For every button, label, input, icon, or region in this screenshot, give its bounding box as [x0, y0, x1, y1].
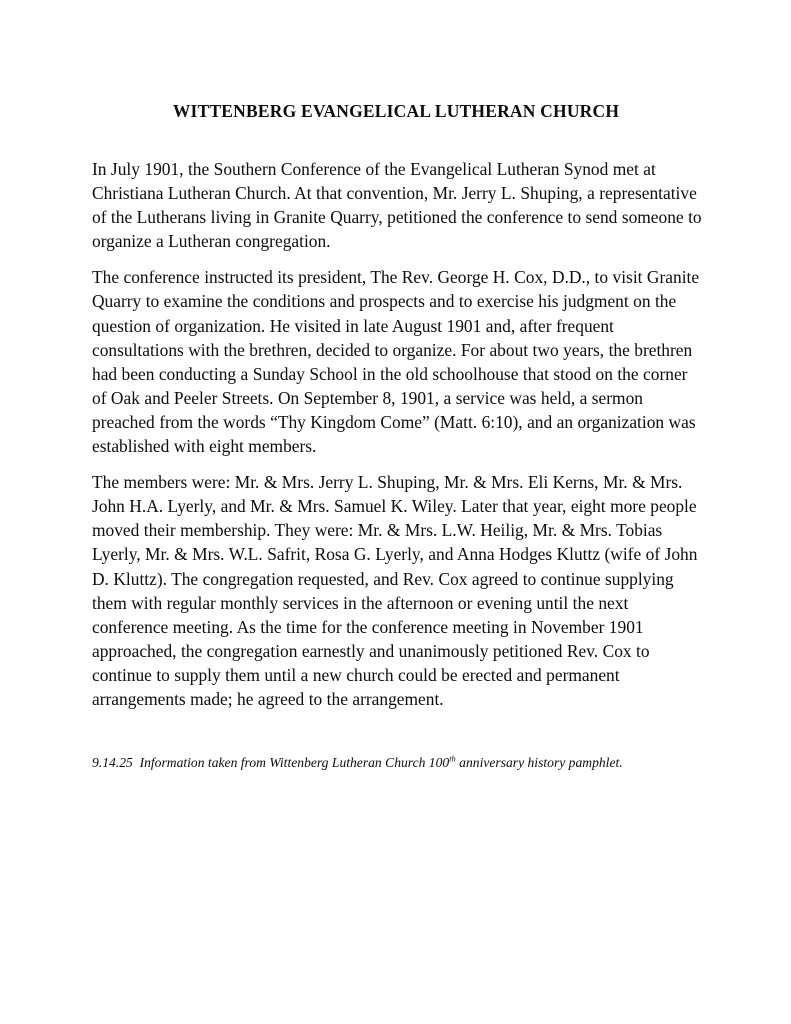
body-paragraph: In July 1901, the Southern Conference of the Evangelical Lutheran Synod met at Christiana Lutheran Church. At that convention, Mr. Jerry L. Shuping, a representative of the Lutherans living in Granite Quarry, petitioned the conference to send someone to organize a Lutheran congregation.	[92, 159, 702, 252]
footnote-spacer	[133, 755, 140, 770]
footnote-date: 9.14.25	[92, 755, 133, 770]
body-paragraph: The members were: Mr. & Mrs. Jerry L. Shuping, Mr. & Mrs. Eli Kerns, Mr. & Mrs. John H.A. Lyerly, and Mr. & Mrs. Samuel K. Wiley. Later that year, eight more people moved their membership. They were: Mr. & Mrs. L.W. Heilig, Mr. & Mrs. Tobias Lyerly, Mr. & Mrs. W.L. Safrit, Rosa G. Lyerly, and Anna Hodges Kluttz (wife of John D. Kluttz). The congregation requested, and Rev. Cox agreed to continue supplying them with regular monthly services in the afternoon or evening until the next conference meeting. As the time for the conference meeting in November 1901 approached, the congregation earnestly and unanimously petitioned Rev. Cox to continue to supply them until a new church could be erected and permanent arrangements made; he agreed to the arrangement.	[92, 472, 698, 709]
document-body	[92, 157, 702, 711]
footnote-text-before: Information taken from Wittenberg Lutheran Church 100	[139, 755, 450, 770]
body-paragraph: The conference instructed its president, The Rev. George H. Cox, D.D., to visit Granite Quarry to examine the conditions and prospects and to exercise his judgment on the question of organization. He visited in late August 1901 and, after frequent consultations with the brethren, decided to organize. For about two years, the brethren had been conducting a Sunday School in the old schoolhouse that stood on the corner of Oak and Peeler Streets. On September 8, 1901, a service was held, a sermon preached from the words “Thy Kingdom Come” (Matt. 6:10), and an organization was established with eight members.	[92, 267, 700, 457]
page-title: WITTENBERG EVANGELICAL LUTHERAN CHURCH	[172, 100, 620, 121]
source-footnote	[92, 753, 702, 772]
footnote-text-after: anniversary history pamphlet.	[459, 755, 623, 770]
footnote-ordinal-suffix: th	[449, 753, 456, 764]
